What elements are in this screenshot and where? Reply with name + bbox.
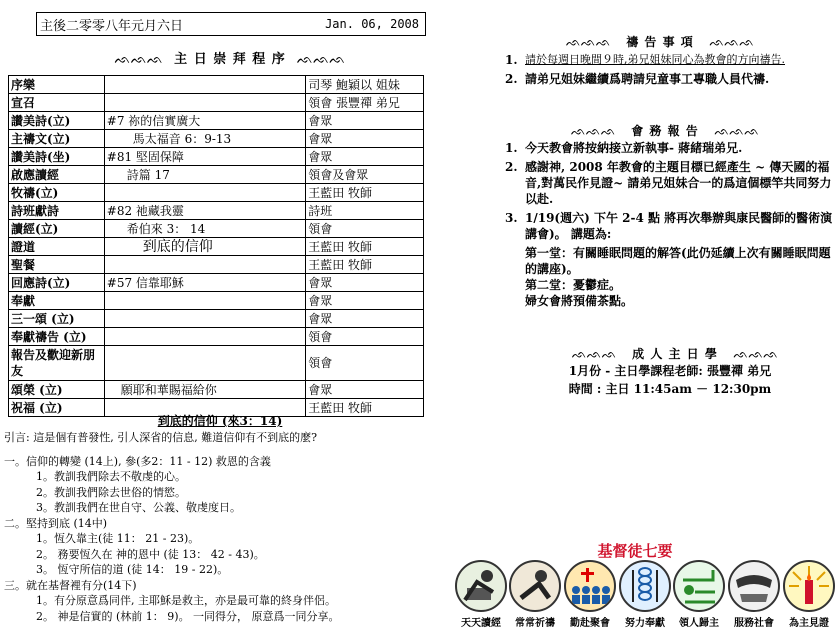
deco: ᨒᨒᨒ bbox=[570, 124, 616, 138]
announcement-item bbox=[505, 159, 833, 207]
affairs-subline: 第一堂：有關睡眠問題的解答(此仍延續上次有關睡眠問題的講座)。 bbox=[525, 246, 831, 276]
habit-caption: 為主見證 bbox=[789, 618, 829, 629]
deco: ᨒᨒᨒ bbox=[733, 347, 779, 361]
sermon-line: 引言: 這是個有普發性, 引人深省的信息, 難道信仰有不到底的麼? bbox=[4, 431, 318, 444]
deco: ᨒᨒᨒ bbox=[565, 35, 611, 49]
order-row bbox=[9, 238, 424, 256]
order-item: 祝福 (立) bbox=[9, 399, 105, 417]
order-person: 會眾 bbox=[306, 130, 424, 148]
sermon-line: 2。 務要恆久在 神的恩中 (徒 13： 42 - 43)。 bbox=[36, 547, 265, 561]
item-text: 今天教會將按納接立新執事- 蔣緒瑞弟兄. bbox=[525, 141, 743, 155]
sermon-line: 1。恆久靠主(徒 11： 21 - 23)。 bbox=[36, 532, 200, 545]
announcement-item bbox=[505, 52, 835, 68]
sermon-line: 2。教訓我們除去世俗的情慾。 bbox=[36, 485, 186, 499]
order-person: 領會及會眾 bbox=[306, 166, 424, 184]
order-content bbox=[104, 76, 305, 94]
worship-order-table bbox=[8, 75, 424, 417]
sermon-line bbox=[4, 446, 424, 454]
sermon-line: 1。教訓我們除去不敬虔的心。 bbox=[36, 470, 186, 483]
bulletin-header bbox=[36, 12, 426, 36]
order-row bbox=[9, 346, 424, 381]
affairs-title: 會 務 報 告 bbox=[631, 124, 699, 138]
item-number: 2. bbox=[505, 160, 518, 174]
order-row bbox=[9, 76, 424, 94]
order-item: 回應詩(立) bbox=[9, 274, 105, 292]
order-row bbox=[9, 112, 424, 130]
sermon-line: 2。 神是信實的 (林前 1： 9)。 一同得分， 原意爲一同分享。 bbox=[36, 609, 340, 623]
item-text: 感謝神, 2008 年教會的主題目標已經產生 ~ 傳天國的福音,對萬民作見證~ 請弟兄姐妹合一的爲這個標竿共同努力以赴. bbox=[525, 160, 832, 206]
order-item: 三一頌 (立) bbox=[9, 310, 105, 328]
habit-caption: 天天讀經 bbox=[461, 618, 501, 629]
order-row bbox=[9, 274, 424, 292]
sermon-line: 3。教訓我們在世自守、公義、敬虔度日。 bbox=[36, 501, 241, 514]
order-content bbox=[104, 184, 305, 202]
order-person: 王藍田 牧師 bbox=[306, 238, 424, 256]
order-row bbox=[9, 310, 424, 328]
order-title: 主 日 崇 拜 程 序 bbox=[174, 52, 286, 67]
order-item: 讚美詩(坐) bbox=[9, 148, 105, 166]
order-person: 王藍田 牧師 bbox=[306, 184, 424, 202]
order-item: 主禱文(立) bbox=[9, 130, 105, 148]
habit-caption: 勤赴聚會 bbox=[570, 618, 610, 629]
order-item: 報告及歡迎新朋友 bbox=[9, 346, 105, 381]
sermon-line: 3。 恆守所信的道 (徒 14： 19 - 22)。 bbox=[36, 563, 229, 576]
order-row bbox=[9, 148, 424, 166]
order-row bbox=[9, 166, 424, 184]
order-content: 到底的信仰 bbox=[104, 238, 305, 256]
order-person: 會眾 bbox=[306, 274, 424, 292]
order-person: 會眾 bbox=[306, 148, 424, 166]
order-person: 王藍田 牧師 bbox=[306, 399, 424, 417]
order-content bbox=[104, 328, 305, 346]
order-content bbox=[104, 292, 305, 310]
order-item: 牧禱(立) bbox=[9, 184, 105, 202]
order-content: 願耶和華賜福給你 bbox=[104, 381, 305, 399]
habit-caption: 服務社會 bbox=[734, 618, 774, 629]
item-number: 1. bbox=[505, 53, 518, 67]
announcement-item bbox=[505, 71, 835, 87]
order-item: 啟應讀經 bbox=[9, 166, 105, 184]
affairs-subline: 婦女會將預備茶點。 bbox=[525, 294, 634, 308]
order-person: 詩班 bbox=[306, 202, 424, 220]
order-content: #82 祂藏我靈 bbox=[104, 202, 305, 220]
order-title-row bbox=[36, 48, 424, 67]
habit-caption: 領人歸主 bbox=[679, 618, 719, 629]
order-item: 序樂 bbox=[9, 76, 105, 94]
order-person: 會眾 bbox=[306, 112, 424, 130]
left-deco: ᨒᨒᨒ bbox=[114, 52, 164, 67]
witness-icon bbox=[783, 560, 835, 612]
order-row bbox=[9, 184, 424, 202]
item-text: 請於每週日晚間９時,弟兄姐妹同心為教會的方向禱告. bbox=[525, 53, 785, 66]
order-item: 詩班獻詩 bbox=[9, 202, 105, 220]
order-item: 證道 bbox=[9, 238, 105, 256]
order-person: 領會 bbox=[306, 220, 424, 238]
sunday-school-title: 成 人 主 日 學 bbox=[632, 347, 718, 361]
sermon-line: 1。有分原意爲同伴, 主耶穌是救主，亦是最可靠的終身伴侶。 bbox=[36, 594, 336, 607]
order-row bbox=[9, 94, 424, 112]
announcement-item bbox=[505, 140, 833, 156]
item-text: 請弟兄姐妹繼續爲聘請兒童事工專職人員代禱. bbox=[525, 72, 770, 86]
order-row bbox=[9, 328, 424, 346]
sunday-school-info bbox=[505, 362, 835, 398]
affairs-list bbox=[505, 140, 833, 309]
affairs-subline: 第二堂：憂鬱症。 bbox=[525, 278, 622, 292]
order-content bbox=[104, 94, 305, 112]
community-service-icon bbox=[728, 560, 780, 612]
order-content: 詩篇 17 bbox=[104, 166, 305, 184]
order-content: 希伯來 3： 14 bbox=[104, 220, 305, 238]
order-person: 王藍田 牧師 bbox=[306, 256, 424, 274]
order-row bbox=[9, 381, 424, 399]
deco: ᨒᨒᨒ bbox=[709, 35, 755, 49]
date-chinese: 主後二零零八年元月六日 bbox=[40, 18, 184, 34]
order-person: 司琴 鮑穎以 姐妹 bbox=[306, 76, 424, 94]
item-number: 1. bbox=[505, 141, 518, 155]
order-item: 讚美詩(立) bbox=[9, 112, 105, 130]
habit-caption: 努力奉獻 bbox=[625, 618, 665, 629]
date-english: Jan. 06, 2008 bbox=[325, 17, 419, 31]
order-person: 會眾 bbox=[306, 292, 424, 310]
prayer-icon bbox=[509, 560, 561, 612]
prayer-list bbox=[505, 52, 835, 90]
right-deco: ᨒᨒᨒ bbox=[296, 52, 346, 67]
order-item: 奉獻禱告 (立) bbox=[9, 328, 105, 346]
deco: ᨒᨒᨒ bbox=[714, 124, 760, 138]
order-content bbox=[104, 256, 305, 274]
order-row bbox=[9, 256, 424, 274]
order-item: 讀經(立) bbox=[9, 220, 105, 238]
prayer-title: 禱 告 事 項 bbox=[626, 35, 694, 49]
order-person: 會眾 bbox=[306, 310, 424, 328]
sunday-school-title-row bbox=[525, 345, 825, 362]
order-row bbox=[9, 130, 424, 148]
sermon-line: 三。就在基督裡有分(14下) bbox=[4, 578, 137, 592]
order-item: 奉獻 bbox=[9, 292, 105, 310]
seven-habits-title: 基督徒七要 bbox=[597, 542, 673, 560]
offering-icon bbox=[619, 560, 671, 612]
item-number: 3. bbox=[505, 211, 518, 225]
order-item: 頌榮 (立) bbox=[9, 381, 105, 399]
order-row bbox=[9, 292, 424, 310]
sunday-school-teacher: 1月份 - 主日學課程老師: 張豐禪 弟兄 bbox=[568, 364, 772, 378]
order-content: #7 祢的信實廣大 bbox=[104, 112, 305, 130]
order-person: 領會 bbox=[306, 328, 424, 346]
order-content bbox=[104, 310, 305, 328]
announcement-item bbox=[505, 210, 833, 242]
order-person: 領會 張豐禪 弟兄 bbox=[306, 94, 424, 112]
sermon-line: 二。堅持到底 (14中) bbox=[4, 516, 108, 530]
church-attendance-icon bbox=[564, 560, 616, 612]
habit-caption: 常常祈禱 bbox=[515, 618, 555, 629]
item-text: 1/19(週六) 下午 2-4 點 將再次舉辦與康民醫師的醫術演講會)。 講題為: bbox=[525, 211, 833, 241]
evangelism-icon bbox=[673, 560, 725, 612]
order-person: 領會 bbox=[306, 346, 424, 381]
prayer-title-row bbox=[505, 33, 815, 50]
deco: ᨒᨒᨒ bbox=[571, 347, 617, 361]
item-number: 2. bbox=[505, 72, 518, 86]
order-content: 馬太福音 6：9-13 bbox=[104, 130, 305, 148]
order-content bbox=[104, 346, 305, 381]
order-content: #57 信靠耶穌 bbox=[104, 274, 305, 292]
affairs-title-row bbox=[505, 122, 825, 139]
order-row bbox=[9, 220, 424, 238]
order-row bbox=[9, 202, 424, 220]
sermon-line: 一。信仰的轉變 (14上), 參(多2：11 - 12) 救恩的含義 bbox=[4, 454, 271, 468]
order-person: 會眾 bbox=[306, 381, 424, 399]
bible-reading-icon bbox=[455, 560, 507, 612]
sunday-school-time: 時間 : 主日 11:45am － 12:30pm bbox=[568, 382, 772, 396]
order-item: 聖餐 bbox=[9, 256, 105, 274]
order-item: 宣召 bbox=[9, 94, 105, 112]
seven-habits-graphic bbox=[455, 540, 840, 642]
sermon-title: 到底的信仰 (來3：14) bbox=[157, 414, 283, 428]
order-content: #81 堅固保障 bbox=[104, 148, 305, 166]
sermon-outline bbox=[4, 430, 424, 624]
